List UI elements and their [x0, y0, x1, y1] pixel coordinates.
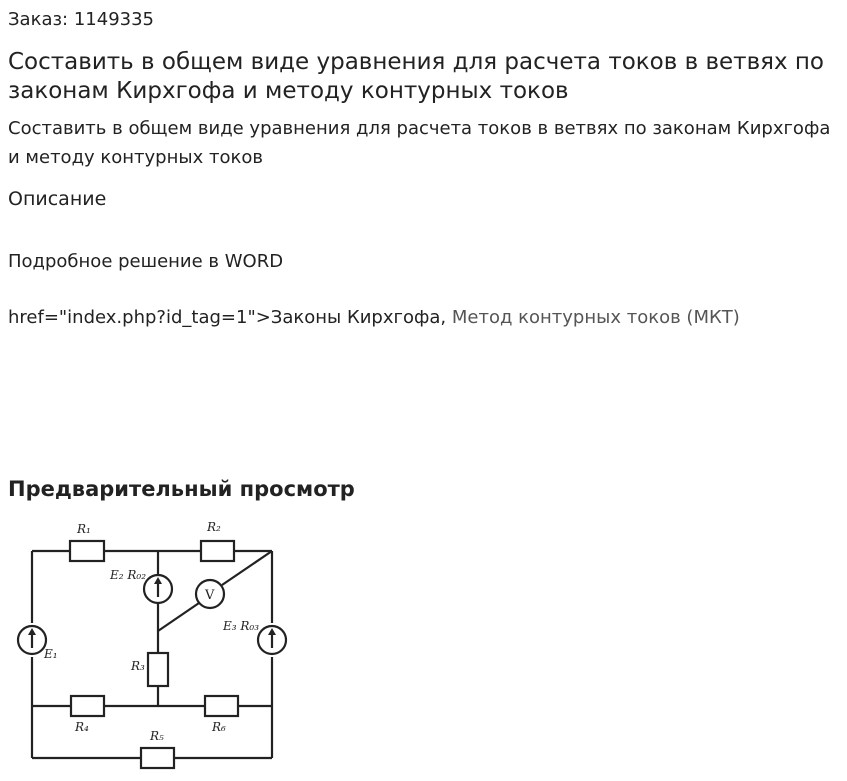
label-r1: R₁ — [77, 522, 91, 536]
order-label: Заказ: — [8, 9, 69, 30]
tags-raw-text: href="index.php?id_tag=1">Законы Кирхгофа, — [8, 307, 447, 328]
circuit-preview-image — [14, 515, 294, 773]
voltmeter-label: V — [205, 588, 215, 603]
preview-heading: Предварительный просмотр — [8, 477, 355, 501]
circuit-schematic — [14, 515, 294, 773]
label-r4: R₄ — [75, 720, 89, 734]
tag-link-mkt[interactable]: Метод контурных токов (МКТ) — [451, 307, 740, 328]
label-e3: E₃ R₀₃ — [223, 619, 260, 633]
page-title: Составить в общем виде уравнения для расчета токов в ветвях по законам Кирхгофа и методу контурных токов — [8, 49, 825, 104]
description-heading: Описание — [8, 188, 107, 210]
label-e2: E₂ R₀₂ — [110, 568, 147, 582]
intro-text: Составить в общем виде уравнения для расчета токов в ветвях по законам Кирхгофа и методу контурных токов — [8, 118, 831, 168]
description-text: Подробное решение в WORD — [8, 251, 284, 272]
label-e1: E₁ — [44, 647, 58, 661]
label-r5: R₅ — [150, 729, 164, 743]
label-r6: R₆ — [212, 720, 226, 734]
label-r3: R₃ — [131, 659, 145, 673]
tags-line — [8, 307, 740, 328]
order-line — [8, 9, 154, 30]
order-number: 1149335 — [73, 9, 155, 30]
label-r2: R₂ — [207, 520, 221, 534]
